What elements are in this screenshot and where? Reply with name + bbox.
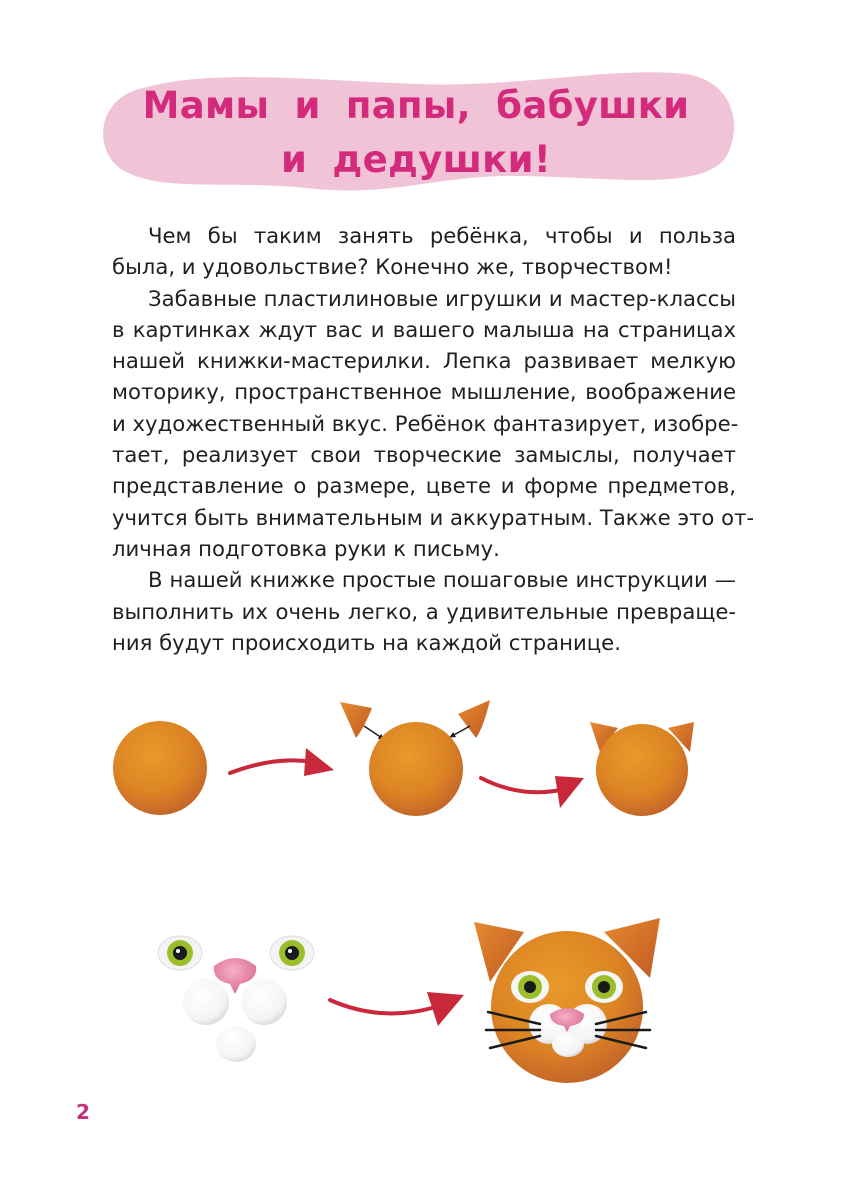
text-line: личная подготовка руки к письму. (112, 535, 500, 561)
text-line: учится быть внимательным и аккуратным. Также это от- (112, 504, 755, 530)
step-ears-attaching (340, 700, 490, 816)
text-line: моторику, пространственное мышление, воображение (112, 379, 736, 405)
title-banner (96, 60, 736, 200)
text-line: в картинках ждут вас и вашего малыша на страницах (112, 316, 736, 342)
finished-cat-head (474, 918, 660, 1083)
text-line: нашей книжки-мастерилки. Лепка развивает мелкую (112, 348, 736, 374)
text-line: Забавные пластилиновые игрушки и мастер-классы (148, 285, 736, 311)
text-line: Чем бы таким занять ребёнка, чтобы и польза (148, 223, 736, 248)
step-ball-with-ears (590, 722, 694, 816)
arrow-icon (481, 776, 584, 808)
text-line: представление о размере, цвете и форме предметов, (112, 473, 736, 499)
text-line: тает, реализует свои творческие замыслы, получает (112, 442, 736, 468)
arrow-icon (230, 748, 334, 776)
step-face-parts (158, 936, 314, 1062)
step-orange-ball (113, 721, 207, 815)
title-line-1: Мамы и папы, бабушки (142, 84, 690, 127)
paragraph-2 (112, 283, 755, 565)
text-line: ния будут происходить на каждой странице. (112, 629, 621, 655)
text-line: В нашей книжке простые пошаговые инструкции — (148, 567, 736, 593)
arrow-icon (330, 992, 464, 1026)
text-line: и художественный вкус. Ребёнок фантазирует, изобре- (112, 410, 739, 436)
page-title (96, 60, 736, 187)
cat-steps-illustration (0, 680, 842, 1120)
paragraph-3 (112, 564, 736, 658)
intro-text (112, 220, 755, 658)
paragraph-1 (112, 220, 736, 283)
title-line-2: и дедушки! (281, 138, 551, 181)
text-line: была, и удовольствие? Конечно же, творчеством! (112, 254, 673, 280)
text-line: выполнить их очень легко, а удивительные превраще- (112, 598, 736, 624)
page-number: 2 (76, 1100, 90, 1124)
